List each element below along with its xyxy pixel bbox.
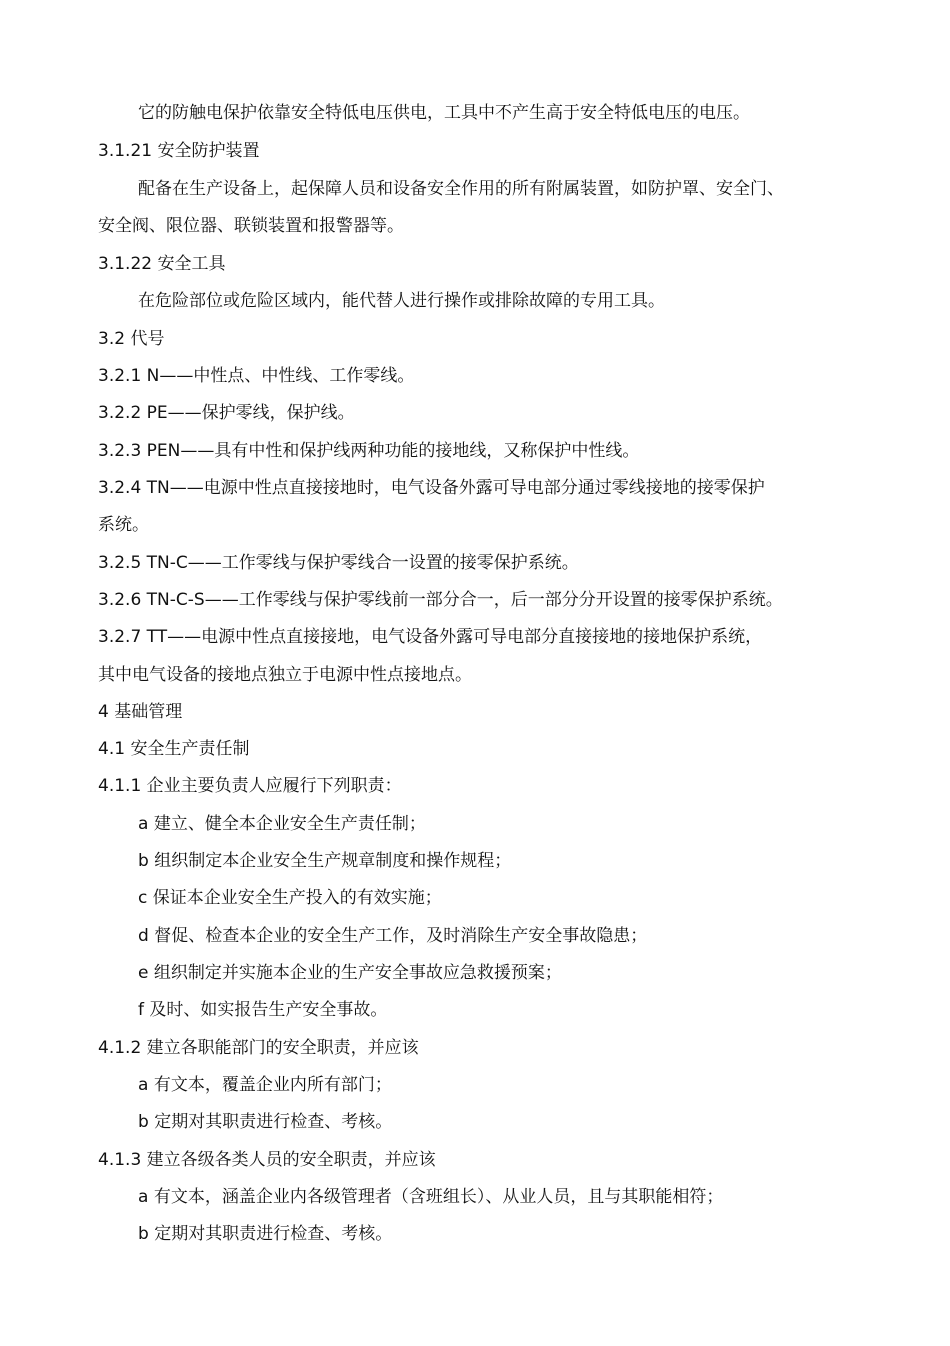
list-item-e: e 组织制定并实施本企业的生产安全事故应急救援预案；: [138, 963, 562, 983]
item-3-2-7: 3.2.7 TT——电源中性点直接接地，电气设备外露可导电部分直接接地的接地保护系统，: [98, 627, 763, 647]
list-item-4-1-2-b: b 定期对其职责进行检查、考核。: [138, 1112, 393, 1132]
paragraph-line-6: 在危险部位或危险区域内，能代替人进行操作或排除故障的专用工具。: [138, 291, 665, 311]
list-item-f: f 及时、如实报告生产安全事故。: [138, 1000, 388, 1020]
heading-4: 4 基础管理: [98, 702, 183, 722]
list-item-4-1-3-a: a 有文本，涵盖企业内各级管理者（含班组长）、从业人员，且与其职能相符；: [138, 1187, 724, 1207]
heading-4-1-3: 4.1.3 建立各级各类人员的安全职责，并应该: [98, 1150, 436, 1170]
item-3-2-5: 3.2.5 TN-C——工作零线与保护零线合一设置的接零保护系统。: [98, 553, 579, 573]
list-item-b: b 组织制定本企业安全生产规章制度和操作规程；: [138, 851, 512, 871]
heading-4-1: 4.1 安全生产责任制: [98, 739, 250, 759]
list-item-a: a 建立、健全本企业安全生产责任制；: [138, 814, 426, 834]
heading-3-1-21: 3.1.21 安全防护装置: [98, 141, 260, 161]
item-3-2-6: 3.2.6 TN-C-S——工作零线与保护零线前一部分合一，后一部分分开设置的接零保护系统。: [98, 590, 783, 610]
heading-4-1-2: 4.1.2 建立各职能部门的安全职责，并应该: [98, 1038, 419, 1058]
item-3-2-3: 3.2.3 PEN——具有中性和保护线两种功能的接地线，又称保护中性线。: [98, 441, 640, 461]
item-3-2-4: 3.2.4 TN——电源中性点直接接地时，电气设备外露可导电部分通过零线接地的接零保护: [98, 478, 765, 498]
list-item-4-1-3-b: b 定期对其职责进行检查、考核。: [138, 1224, 393, 1244]
paragraph-line-4: 安全阀、限位器、联锁装置和报警器等。: [98, 216, 404, 236]
heading-3-1-22: 3.1.22 安全工具: [98, 254, 226, 274]
list-item-4-1-2-a: a 有文本，覆盖企业内所有部门；: [138, 1075, 392, 1095]
list-item-d: d 督促、检查本企业的安全生产工作，及时消除生产安全事故隐患；: [138, 926, 648, 946]
item-3-2-7-cont: 其中电气设备的接地点独立于电源中性点接地点。: [98, 665, 472, 685]
item-3-2-4-cont: 系统。: [98, 515, 149, 535]
list-item-c: c 保证本企业安全生产投入的有效实施；: [138, 888, 442, 908]
item-3-2-1: 3.2.1 N——中性点、中性线、工作零线。: [98, 366, 415, 386]
item-3-2-2: 3.2.2 PE——保护零线，保护线。: [98, 403, 355, 423]
heading-3-2: 3.2 代号: [98, 329, 165, 349]
paragraph-line-1: 它的防触电保护依靠安全特低电压供电，工具中不产生高于安全特低电压的电压。: [138, 103, 750, 123]
heading-4-1-1: 4.1.1 企业主要负责人应履行下列职责：: [98, 776, 402, 796]
paragraph-line-3: 配备在生产设备上，起保障人员和设备安全作用的所有附属装置，如防护罩、安全门、: [138, 179, 784, 199]
